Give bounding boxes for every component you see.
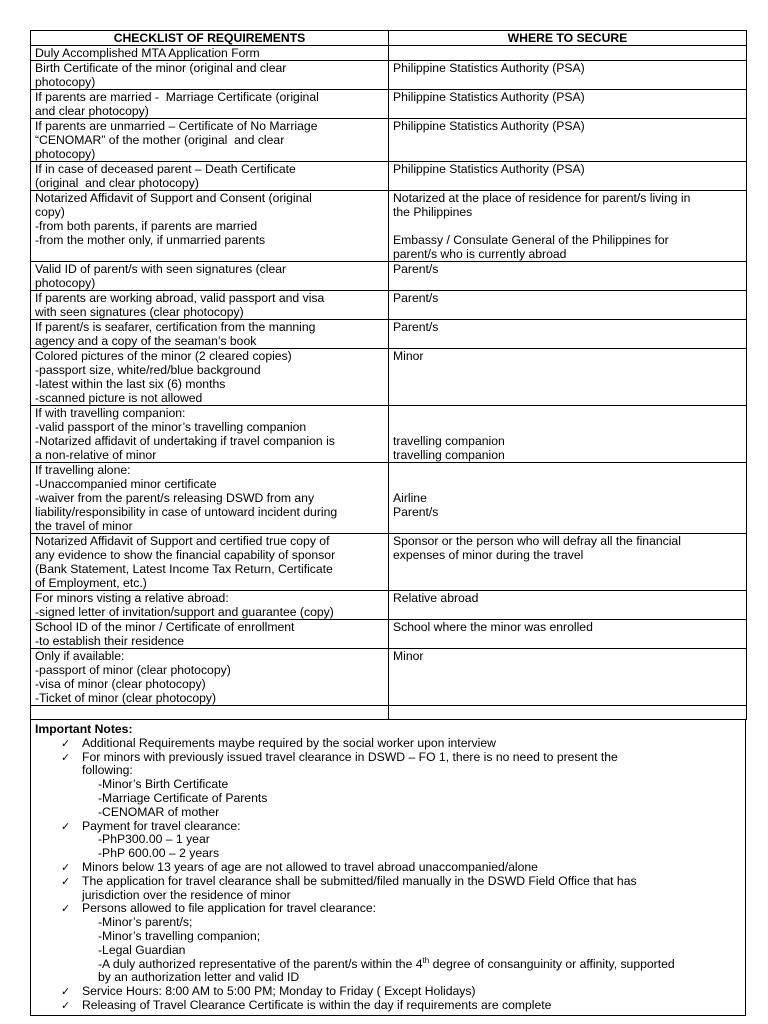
cell-line: expenses of minor during the travel — [393, 548, 584, 562]
cell-line: If parents are married - Marriage Certificate (original — [35, 90, 319, 104]
note-text: Persons allowed to file application for travel clearance: — [82, 901, 377, 916]
where-to-secure-cell — [389, 262, 747, 291]
note-item — [31, 820, 745, 861]
checkmark-icon: ✓ — [61, 750, 71, 764]
where-to-secure-cell — [389, 46, 747, 61]
cell-line — [393, 463, 742, 477]
cell-line: Only if available: — [35, 649, 125, 663]
note-subitem: -Legal Guardian — [98, 942, 186, 957]
note-text: jurisdiction over the residence of minor — [82, 887, 291, 902]
cell-line: For minors visting a relative abroad: — [35, 591, 229, 605]
cell-line: (Bank Statement, Latest Income Tax Return, Certificate — [35, 562, 333, 576]
cell-line: -Ticket of minor (clear photocopy) — [35, 691, 217, 705]
checkmark-icon: ✓ — [61, 860, 71, 874]
note-item — [31, 875, 745, 903]
note-text: Service Hours: 8:00 AM to 5:00 PM; Monday to Friday ( Except Holidays) — [82, 984, 476, 999]
cell-line: a non-relative of minor — [35, 448, 157, 462]
note-item — [31, 999, 745, 1013]
requirement-cell — [31, 46, 389, 61]
cell-line: the travel of minor — [35, 519, 133, 533]
cell-line: -waiver from the parent/s releasing DSWD from any — [35, 491, 315, 505]
note-text: Payment for travel clearance: — [82, 818, 241, 833]
cell-line: If with travelling companion: — [35, 406, 186, 420]
cell-line: Parent/s — [393, 262, 439, 276]
cell-line: -Notarized affidavit of undertaking if travel companion is — [35, 434, 335, 448]
cell-line: Notarized Affidavit of Support and Consent (original — [35, 191, 312, 205]
header-where-to-secure: WHERE TO SECURE — [389, 31, 747, 46]
cell-line: -from the mother only, if unmarried parents — [35, 233, 266, 247]
where-to-secure-cell — [389, 90, 747, 119]
note-text: Additional Requirements maybe required by the social worker upon interview — [82, 735, 496, 750]
cell-line — [393, 406, 742, 420]
table-row — [31, 591, 747, 620]
cell-line: -visa of minor (clear photocopy) — [35, 677, 206, 691]
note-text: Minors below 13 years of age are not allowed to travel abroad unaccompanied/alone — [82, 859, 538, 874]
note-subitem-text: degree of consanguinity or affinity, supported — [429, 956, 675, 971]
requirement-cell — [31, 349, 389, 406]
note-item — [31, 861, 745, 875]
note-subitem: -Marriage Certificate of Parents — [98, 790, 268, 805]
checkmark-icon: ✓ — [61, 998, 71, 1012]
cell-line: Philippine Statistics Authority (PSA) — [393, 162, 585, 176]
cell-line: “CENOMAR” of the mother (original and clear — [35, 133, 285, 147]
requirement-cell — [31, 463, 389, 534]
cell-line: the Philippines — [393, 205, 473, 219]
table-row — [31, 119, 747, 162]
cell-line: Minor — [393, 349, 424, 363]
header-checklist: CHECKLIST OF REQUIREMENTS — [31, 31, 389, 46]
cell-line: Notarized Affidavit of Support and certified true copy of — [35, 534, 330, 548]
table-row — [31, 61, 747, 90]
table-row — [31, 406, 747, 463]
cell-line — [393, 477, 742, 491]
cell-line: If parent/s is seafarer, certification from the manning — [35, 320, 316, 334]
table-header-row — [31, 31, 747, 46]
ordinal-suffix: th — [422, 955, 430, 965]
table-row-empty — [31, 706, 747, 720]
where-to-secure-cell — [389, 406, 747, 463]
cell-line: with seen signatures (clear photocopy) — [35, 305, 244, 319]
cell-line: photocopy) — [35, 75, 96, 89]
requirement-cell — [31, 262, 389, 291]
requirement-cell — [31, 162, 389, 191]
note-subitem: -PhP300.00 – 1 year — [98, 832, 210, 847]
requirements-body — [31, 46, 747, 720]
cell-line: School ID of the minor / Certificate of enrollment — [35, 620, 295, 634]
requirement-cell — [31, 620, 389, 649]
table-row — [31, 291, 747, 320]
table-row — [31, 534, 747, 591]
table-row — [31, 90, 747, 119]
where-to-secure-cell — [389, 591, 747, 620]
checkmark-icon: ✓ — [61, 736, 71, 750]
where-to-secure-cell — [389, 320, 747, 349]
note-subitem-text: -A duly authorized representative of the parent/s within the 4 — [98, 956, 423, 971]
where-to-secure-cell — [389, 463, 747, 534]
cell-line: -Unaccompanied minor certificate — [35, 477, 217, 491]
note-text: The application for travel clearance shall be submitted/filed manually in the DSWD Field Office that has — [82, 873, 637, 888]
cell-line: Embassy / Consulate General of the Philippines for — [393, 233, 669, 247]
requirement-cell — [31, 534, 389, 591]
table-row — [31, 46, 747, 61]
cell-line: Philippine Statistics Authority (PSA) — [393, 61, 585, 75]
cell-line: Valid ID of parent/s with seen signatures (clear — [35, 262, 287, 276]
cell-line: photocopy) — [35, 276, 96, 290]
cell-line: Airline — [393, 491, 427, 505]
requirement-cell — [31, 191, 389, 262]
requirements-table — [30, 30, 747, 720]
cell-line: Colored pictures of the minor (2 cleared copies) — [35, 349, 292, 363]
note-subitem: -Minor’s travelling companion; — [98, 928, 261, 943]
cell-line: If parents are working abroad, valid passport and visa — [35, 291, 325, 305]
requirement-cell — [31, 591, 389, 620]
table-row — [31, 620, 747, 649]
requirement-cell — [31, 61, 389, 90]
table-row — [31, 191, 747, 262]
cell-line: If parents are unmarried – Certificate of No Marriage — [35, 119, 318, 133]
cell-line: Parent/s — [393, 505, 439, 519]
checkmark-icon: ✓ — [61, 985, 71, 999]
cell-line: liability/responsibility in case of untoward incident during — [35, 505, 338, 519]
note-subitem: -Minor’s Birth Certificate — [98, 777, 229, 792]
note-item — [31, 985, 745, 999]
notes-title: Important Notes: — [35, 722, 133, 736]
empty-cell — [31, 706, 389, 720]
table-row — [31, 162, 747, 191]
cell-line: -scanned picture is not allowed — [35, 391, 203, 405]
cell-line: travelling companion — [393, 434, 505, 448]
cell-line: Sponsor or the person who will defray all the financial — [393, 534, 681, 548]
note-text: For minors with previously issued travel clearance in DSWD – FO 1, there is no need to present the — [82, 749, 618, 764]
cell-line: -valid passport of the minor’s travelling companion — [35, 420, 307, 434]
cell-line: travelling companion — [393, 448, 505, 462]
where-to-secure-cell — [389, 191, 747, 262]
note-subitem: -PhP 600.00 – 2 years — [98, 846, 220, 861]
note-subitem: by an authorization letter and valid ID — [98, 970, 300, 985]
where-to-secure-cell — [389, 291, 747, 320]
table-row — [31, 649, 747, 706]
where-to-secure-cell — [389, 649, 747, 706]
requirement-cell — [31, 320, 389, 349]
cell-line: any evidence to show the financial capability of sponsor — [35, 548, 336, 562]
cell-line — [393, 219, 742, 233]
note-item — [31, 737, 745, 751]
cell-line: agency and a copy of the seaman’s book — [35, 334, 257, 348]
note-text: Releasing of Travel Clearance Certificate is within the day if requirements are complete — [82, 997, 552, 1012]
cell-line: Notarized at the place of residence for parent/s living in — [393, 191, 691, 205]
checkmark-icon: ✓ — [61, 874, 71, 888]
cell-line: -to establish their residence — [35, 634, 185, 648]
requirement-cell — [31, 90, 389, 119]
cell-line: of Employment, etc.) — [35, 576, 147, 590]
cell-line — [393, 420, 742, 434]
cell-line: School where the minor was enrolled — [393, 620, 593, 634]
checkmark-icon: ✓ — [61, 902, 71, 916]
where-to-secure-cell — [389, 534, 747, 591]
table-row — [31, 463, 747, 534]
where-to-secure-cell — [389, 162, 747, 191]
important-notes — [30, 720, 746, 1016]
cell-line: -passport of minor (clear photocopy) — [35, 663, 231, 677]
note-text: following: — [82, 763, 133, 778]
where-to-secure-cell — [389, 61, 747, 90]
cell-line: If travelling alone: — [35, 463, 131, 477]
requirement-cell — [31, 406, 389, 463]
cell-line: parent/s who is currently abroad — [393, 247, 567, 261]
cell-line: Minor — [393, 649, 424, 663]
cell-line: Birth Certificate of the minor (original and clear — [35, 61, 287, 75]
cell-line: (original and clear photocopy) — [35, 176, 199, 190]
cell-line: Philippine Statistics Authority (PSA) — [393, 90, 585, 104]
cell-line: Parent/s — [393, 320, 439, 334]
cell-line: If in case of deceased parent – Death Certificate — [35, 162, 296, 176]
cell-line: Relative abroad — [393, 591, 479, 605]
cell-line: -latest within the last six (6) months — [35, 377, 226, 391]
note-subitem: -CENOMAR of mother — [98, 804, 220, 819]
note-item — [31, 751, 745, 820]
note-item — [31, 902, 745, 985]
cell-line — [393, 46, 742, 60]
cell-line: Parent/s — [393, 291, 439, 305]
requirement-cell — [31, 291, 389, 320]
cell-line: photocopy) — [35, 147, 96, 161]
where-to-secure-cell — [389, 349, 747, 406]
where-to-secure-cell — [389, 119, 747, 162]
table-row — [31, 262, 747, 291]
cell-line: -signed letter of invitation/support and guarantee (copy) — [35, 605, 334, 619]
requirement-cell — [31, 119, 389, 162]
document-page — [30, 30, 746, 1016]
cell-line: -passport size, white/red/blue background — [35, 363, 261, 377]
table-row — [31, 320, 747, 349]
cell-line: Duly Accomplished MTA Application Form — [35, 46, 260, 60]
cell-line: -from both parents, if parents are married — [35, 219, 258, 233]
cell-line: and clear photocopy) — [35, 104, 149, 118]
table-row — [31, 349, 747, 406]
where-to-secure-cell — [389, 620, 747, 649]
cell-line: copy) — [35, 205, 65, 219]
empty-cell — [389, 706, 747, 720]
requirement-cell — [31, 649, 389, 706]
cell-line: Philippine Statistics Authority (PSA) — [393, 119, 585, 133]
checkmark-icon: ✓ — [61, 819, 71, 833]
note-subitem: -Minor’s parent/s; — [98, 915, 193, 930]
note-subitem — [82, 955, 745, 972]
